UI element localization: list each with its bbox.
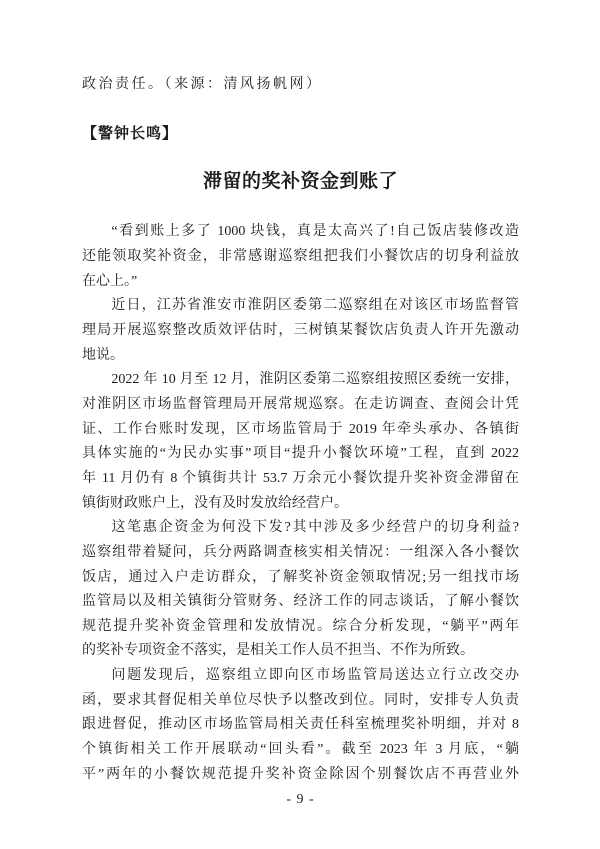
body-line: 地说。: [82, 347, 124, 363]
body-line: 理局开展巡察整改质效评估时，三树镇某餐饮店负责人许开先激动: [82, 322, 519, 338]
body-line: 镇街财政账户上，没有及时发放给经营户。: [82, 495, 348, 511]
body-line: 还能领取奖补资金，非常感谢巡察组把我们小餐饮店的切身利益放: [82, 248, 519, 264]
body-line: 证、工作台账时发现，区市场监管局于 2019 年牵头承办、各镇街: [82, 421, 519, 437]
body-line: 这笔惠企资金为何没下发?其中涉及多少经营户的切身利益?: [111, 520, 519, 536]
paragraph: [82, 516, 519, 664]
body-line: 饭店，通过入户走访群众，了解奖补资金领取情况;另一组找市场: [82, 569, 519, 585]
body-line: 的奖补专项资金不落实，是相关工作人员不担当、不作为所致。: [82, 643, 474, 659]
page-number: - 9 -: [286, 792, 315, 808]
article-title: 滞留的奖补资金到账了: [202, 171, 398, 193]
lead-paragraph: 政治责任。（来源：清风扬帆网）: [82, 77, 323, 92]
paragraph: [82, 664, 519, 787]
body-line: 近日，江苏省淮安市淮阴区委第二巡察组在对该区市场监督管: [111, 298, 519, 314]
body-line: 2022 年 10 月至 12 月，淮阴区委第二巡察组按照区委统一安排，: [111, 372, 519, 388]
body-line: 在心上。”: [82, 273, 138, 289]
body-line: 对淮阴区市场监督管理局开展常规巡察。在走访调查、查阅会计凭: [82, 396, 519, 412]
paragraph: [82, 368, 519, 516]
body-line: 问题发现后，巡察组立即向区市场监管局送达立行立改交办: [111, 668, 519, 684]
paragraph: [82, 294, 519, 368]
body-line: 监管局以及相关镇街分管财务、经济工作的同志谈话，了解小餐饮: [82, 594, 519, 610]
body-line: 年 11 月仍有 8 个镇街共计 53.7 万余元小餐饮提升奖补资金滞留在: [82, 470, 519, 486]
section-header: 【警钟长鸣】: [82, 125, 179, 142]
body-line: 函，要求其督促相关单位尽快予以整改到位。同时，安排专人负责: [82, 692, 519, 708]
body-line: 个镇街相关工作开展联动“回头看”。截至 2023 年 3 月底，“躺: [82, 742, 519, 758]
article-body: [82, 220, 519, 787]
body-line: 具体实施的“为民办实事”项目“提升小餐饮环境”工程，直到 2022: [82, 446, 519, 462]
body-line: “看到账上多了 1000 块钱，真是太高兴了!自己饭店装修改造: [111, 224, 519, 240]
paragraph: [82, 220, 519, 294]
body-line: 平”两年的小餐饮规范提升奖补资金除因个别餐饮店不再营业外: [82, 766, 519, 782]
body-line: 规范提升奖补资金管理和发放情况。综合分析发现，“躺平”两年: [82, 618, 519, 634]
body-line: 跟进督促，推动区市场监管局相关责任科室梳理奖补明细，并对 8: [82, 717, 519, 733]
body-line: 巡察组带着疑问，兵分两路调查核实相关情况：一组深入各小餐饮: [82, 544, 519, 560]
